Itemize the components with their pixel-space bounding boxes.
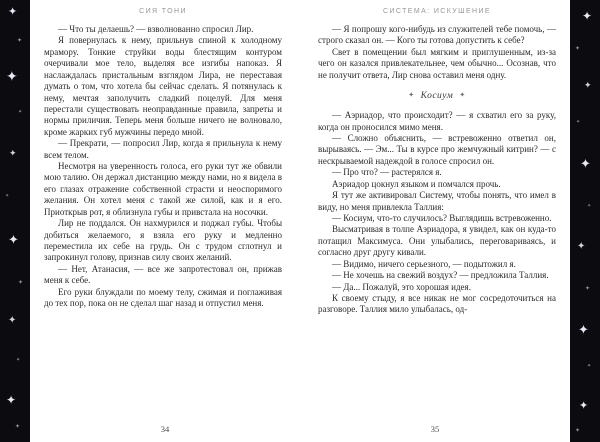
sparkle-icon: ✦ (18, 279, 24, 286)
sparkle-icon: ✦ (580, 157, 591, 172)
paragraph: — Что ты делаешь? — взволнованно спросил Лир. (58, 24, 254, 34)
page-number-right: 35 (430, 424, 440, 434)
scene-heading (318, 90, 556, 102)
paragraph: Свет в помещении был мягким и приглушенным, из-за чего он казался привлекательнее, чем обычно... Осознав, что не получит ответа, Лир снова оставил меня одну. (318, 46, 556, 80)
sparkle-icon: ✦ (576, 119, 581, 125)
sparkle-icon: ✦ (6, 393, 17, 407)
paragraph: — Не хочешь на свежий воздух? — предложила Таллия. (332, 270, 549, 281)
paragraph: Высматривая в толпе Аэриадора, я увидел, как он куда-то потащил Максимуса. Они улыбались, переговариваясь, и согласно друг другу кивали. (318, 224, 556, 258)
sparkle-icon: ✦ (577, 241, 586, 252)
paragraph: — Я попрошу кого-нибудь из служителей тебе помочь, — строго сказал он. — Кого ты готова допустить к себе? (318, 24, 556, 46)
sparkle-icon: ✦ (9, 149, 17, 159)
left-page (30, 0, 300, 442)
running-head-title: СИСТЕМА: ИСКУШЕНИЕ (383, 8, 491, 15)
sparkle-icon: ✦ (18, 109, 23, 115)
left-page-text (44, 24, 282, 310)
decorative-border-right (570, 0, 600, 442)
scene-ornament-icon: ✦ (459, 91, 466, 100)
paragraph: Аэриадор цокнул языком и помчался прочь. (332, 178, 501, 189)
sparkle-icon: ✦ (582, 9, 593, 23)
paragraph: Несмотря на уверенность голоса, его руки тут же обвили мою талию. Он держал дистанцию между нами, но я видела в его глазах отражение собственной страсти и неоспоримого желания. Он хотел меня с такой же силой, как и я его. Приоткрыв рот, я облизнула губы и привстала на носочки. (44, 161, 282, 217)
sparkle-icon: ✦ (584, 81, 592, 91)
sparkle-icon: ✦ (5, 193, 10, 199)
paragraph: — Прекрати, — попросил Лир, когда я прильнула к нему всем телом. (44, 138, 282, 160)
sparkle-icon: ✦ (575, 45, 581, 52)
sparkle-icon: ✦ (8, 233, 19, 248)
sparkle-icon: ✦ (17, 37, 23, 44)
sparkle-icon: ✦ (575, 427, 581, 434)
paragraph: Лир не поддался. Он нахмурился и поджал губы. Чтобы добиться желаемого, я взяла его руку и медленно переместила их себе на грудь. Он с трудом сглотнул и запрокинул голову, признав силу своих желаний. (44, 218, 282, 263)
sparkle-icon: ✦ (16, 357, 21, 363)
sparkle-icon: ✦ (6, 69, 18, 85)
page-number-left: 34 (160, 424, 170, 434)
paragraph: — Аэриадор, что происходит? — я схватил его за руку, когда он проносился мимо меня. (318, 110, 556, 132)
paragraph: — Видимо, ничего серьезного, — подытожил я. (332, 258, 516, 269)
scene-title: Косиум (420, 91, 454, 102)
scene-ornament-icon: ✦ (408, 91, 415, 100)
right-page (300, 0, 570, 442)
sparkle-icon: ✦ (587, 203, 592, 209)
running-head-author: СИЯ ТОНИ (139, 8, 187, 15)
sparkle-icon: ✦ (15, 423, 21, 430)
sparkle-icon: ✦ (8, 5, 18, 18)
paragraph: — Про что? — растерялся я. (332, 167, 442, 178)
paragraph: Я тут же активировал Систему, чтобы понять, что имел в виду, но меня привлекла Таллия: (318, 190, 556, 212)
paragraph: — Да... Пожалуй, это хорошая идея. (332, 281, 471, 292)
sparkle-icon: ✦ (8, 315, 17, 326)
sparkle-icon: ✦ (579, 399, 589, 412)
paragraph: — Нет, Атанасия, — все же запротестовал он, прижав меня к себе. (44, 263, 282, 286)
paragraph: Я повернулась к нему, прильнув спиной к холодному мрамору. Тонкие струйки воды блестящим контуром очерчивали мое тело, выделяя все изгибы напоказ. Я наслаждалась пристальным взглядом Лира, не переставая думать о том, что хотела бы сейчас сделать. Я потянулась к нему, мечтая заполучить сладкий поцелуй. Для меня перестали существовать неоправданные правила, запреты и нормы приличия. Теперь меня больше ничего не волновало, кроме жарких губ мужчины передо мной. (44, 35, 282, 137)
paragraph: К своему стыду, я все никак не мог сосредоточиться на разговоре. Таллия мило улыбалась, од- (318, 292, 556, 315)
paragraph: — Косиум, что-то случилось? Выглядишь встревоженно. (332, 212, 552, 223)
paragraph: Его руки блуждали по моему телу, сжимая и поглаживая до тех пор, пока он не сделал шаг назад и отпустил меня. (44, 286, 282, 309)
sparkle-icon: ✦ (587, 363, 592, 369)
pages (30, 0, 570, 442)
paragraph: — Сложно объяснить, — встревоженно ответил он, вырываясь. — Эм... Ты в курсе про жемчужный китрин? — с нескрываемой надеждой в голосе спросил он. (318, 133, 556, 166)
sparkle-icon: ✦ (578, 323, 589, 338)
right-page-text (318, 24, 556, 316)
sparkle-icon: ✦ (585, 285, 591, 292)
decorative-border-left (0, 0, 30, 442)
